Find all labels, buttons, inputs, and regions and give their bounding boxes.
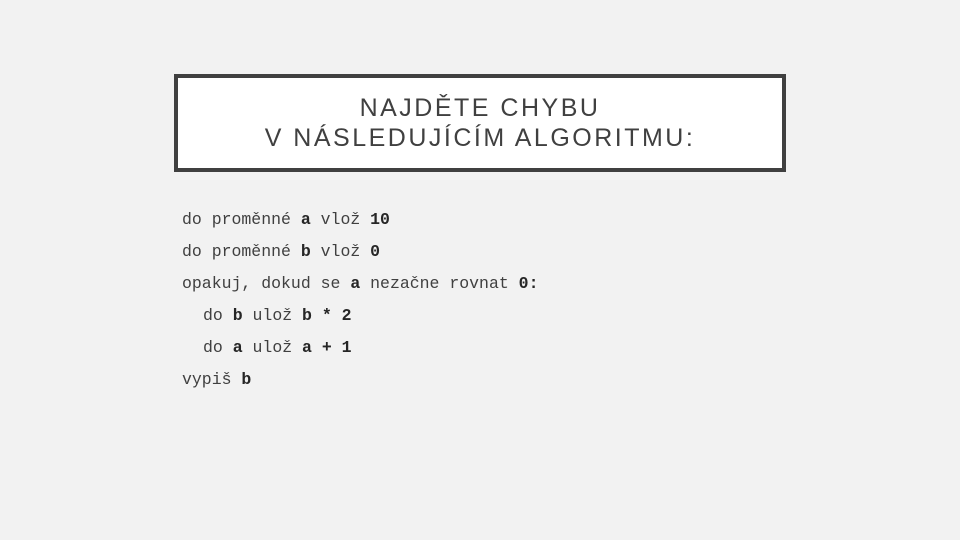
code-text: nezačne rovnat [360,274,519,293]
code-value: b * 2 [302,306,352,325]
code-text: opakuj, dokud se [182,274,351,293]
code-line-6 [182,364,538,396]
title-box [174,74,786,172]
code-text: ulož [242,338,303,357]
code-value: 0 [370,242,381,261]
code-text: vlož [310,242,371,261]
code-text: do [203,306,233,325]
code-text: vypiš [182,370,242,389]
code-text: do proměnné [182,242,301,261]
code-line-2 [182,236,538,268]
code-line-5 [182,332,538,364]
code-variable: b [232,306,243,325]
code-variable: a [300,210,311,229]
code-value: a + 1 [302,338,352,357]
code-value: 10 [370,210,390,229]
code-line-4 [182,300,538,332]
code-value: 0: [518,274,539,293]
code-line-1 [182,204,538,236]
code-variable: a [232,338,243,357]
slide-title-line-1: NAJDĚTE CHYBU [359,94,601,122]
algorithm-code-block [182,204,538,396]
code-variable: b [300,242,311,261]
code-text: do proměnné [182,210,301,229]
code-text: ulož [242,306,303,325]
code-line-3 [182,268,538,300]
code-text: do [203,338,233,357]
slide-title-line-2: V NÁSLEDUJÍCÍM ALGORITMU: [264,124,696,152]
code-text: vlož [310,210,371,229]
code-variable: b [241,370,252,389]
code-variable: a [350,274,361,293]
